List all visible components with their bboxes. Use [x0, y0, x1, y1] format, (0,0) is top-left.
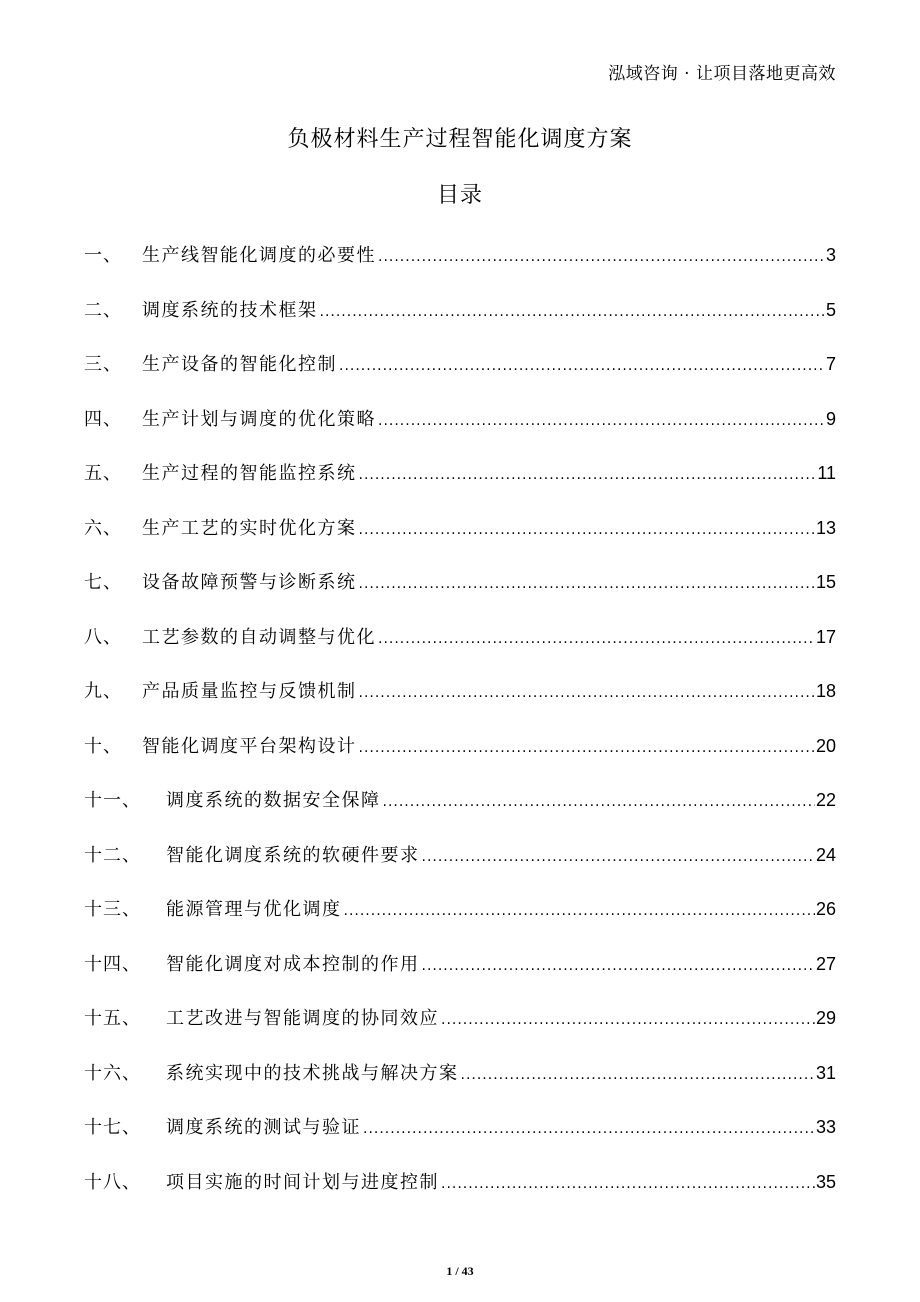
toc-entry-number: 二、: [84, 299, 122, 321]
toc-entry-title: 生产计划与调度的优化策略: [142, 408, 376, 430]
toc-entry[interactable]: [84, 446, 836, 501]
toc-entry-title: 调度系统的数据安全保障: [166, 790, 381, 811]
toc-entry[interactable]: [84, 1100, 836, 1155]
toc-entry-title: 生产工艺的实时优化方案: [142, 517, 357, 539]
toc-entry[interactable]: [84, 664, 836, 719]
toc-entry[interactable]: [84, 228, 836, 283]
toc-dot-leader: [359, 666, 815, 721]
toc-entry-number: 五、: [84, 463, 122, 484]
toc-dot-leader: [339, 339, 825, 394]
toc-heading: 目录: [436, 183, 483, 208]
toc-entry-title: 系统实现中的技术挑战与解决方案: [166, 1062, 459, 1084]
toc-entry-page-number: 24: [815, 844, 836, 865]
toc-entry-page-number: 27: [815, 953, 836, 974]
toc-entry-page-number: 26: [815, 899, 836, 919]
toc-entry-title: 调度系统的测试与验证: [166, 1117, 361, 1138]
toc-entry-number: 十、: [84, 735, 122, 757]
toc-entry-title: 智能化调度平台架构设计: [142, 735, 357, 757]
document-title: 负极材料生产过程智能化调度方案: [287, 127, 633, 152]
toc-entry-page-number: 17: [815, 626, 836, 647]
toc-dot-leader: [359, 448, 817, 503]
toc-entry-title: 智能化调度系统的软硬件要求: [166, 844, 420, 866]
toc-entry-title: 智能化调度对成本控制的作用: [166, 953, 420, 975]
page-indicator: 1 / 43: [446, 1264, 474, 1278]
toc-entry-title: 工艺改进与智能调度的协同效应: [166, 1008, 439, 1029]
toc-entry-page-number: 31: [815, 1062, 836, 1083]
toc-dot-leader: [422, 830, 815, 885]
toc-entry-number: 八、: [84, 626, 122, 648]
toc-dot-leader: [378, 394, 825, 449]
toc-entry-number: 六、: [84, 517, 122, 539]
toc-entry[interactable]: [84, 773, 836, 828]
toc-entry[interactable]: [84, 283, 836, 338]
toc-dot-leader: [422, 939, 815, 994]
toc-entry-page-number: 9: [825, 408, 836, 429]
toc-entry-number: 十二、: [84, 844, 141, 866]
toc-dot-leader: [359, 721, 815, 776]
toc-entry-page-number: 7: [825, 354, 836, 374]
toc-entry-title: 调度系统的技术框架: [142, 299, 318, 321]
toc-entry-title: 能源管理与优化调度: [166, 899, 342, 920]
toc-entry[interactable]: [84, 828, 836, 883]
toc-entry-number: 十五、: [84, 1008, 141, 1029]
toc-entry-page-number: 22: [815, 790, 836, 810]
toc-entry[interactable]: [84, 555, 836, 610]
toc-dot-leader: [441, 1157, 815, 1212]
toc-entry[interactable]: [84, 991, 836, 1046]
toc-entry-number: 七、: [84, 572, 122, 593]
toc-entry-title: 产品质量监控与反馈机制: [142, 681, 357, 702]
toc-dot-leader: [359, 503, 815, 558]
toc-entry-page-number: 13: [815, 517, 836, 538]
toc-entry[interactable]: [84, 610, 836, 665]
toc-entry[interactable]: [84, 1155, 836, 1210]
toc-entry[interactable]: [84, 882, 836, 937]
toc-entry-page-number: 35: [815, 1171, 836, 1192]
toc-entry-number: 十八、: [84, 1171, 141, 1193]
toc-entry-number: 十六、: [84, 1062, 141, 1084]
toc-entry-page-number: 15: [815, 572, 836, 592]
toc-entry-title: 生产线智能化调度的必要性: [142, 245, 376, 266]
toc-entry-number: 十三、: [84, 899, 141, 920]
toc-entry[interactable]: [84, 501, 836, 556]
toc-entry-page-number: 33: [815, 1117, 836, 1137]
toc-entry[interactable]: [84, 337, 836, 392]
toc-entry-number: 十四、: [84, 953, 141, 975]
toc-entry[interactable]: [84, 937, 836, 992]
toc-entry-page-number: 3: [825, 245, 836, 265]
toc-entry-title: 项目实施的时间计划与进度控制: [166, 1171, 439, 1193]
toc-dot-leader: [461, 1048, 815, 1103]
toc-dot-leader: [363, 1102, 815, 1157]
toc-entry[interactable]: [84, 1046, 836, 1101]
table-of-contents: [84, 228, 836, 1209]
toc-dot-leader: [378, 612, 815, 667]
toc-entry-number: 九、: [84, 681, 122, 702]
toc-entry-title: 生产过程的智能监控系统: [142, 463, 357, 484]
toc-entry-number: 十七、: [84, 1117, 141, 1138]
toc-entry-page-number: 11: [817, 463, 836, 483]
toc-entry-title: 设备故障预警与诊断系统: [142, 572, 357, 593]
header-tagline: 泓域咨询 · 让项目落地更高效: [608, 64, 836, 84]
toc-entry-title: 工艺参数的自动调整与优化: [142, 626, 376, 648]
toc-entry[interactable]: [84, 392, 836, 447]
toc-dot-leader: [320, 285, 825, 340]
toc-entry[interactable]: [84, 719, 836, 774]
toc-entry-title: 生产设备的智能化控制: [142, 354, 337, 375]
toc-entry-number: 十一、: [84, 790, 141, 811]
toc-dot-leader: [378, 230, 825, 285]
toc-dot-leader: [359, 557, 815, 612]
toc-entry-number: 一、: [84, 245, 122, 266]
toc-dot-leader: [441, 993, 815, 1048]
toc-entry-page-number: 20: [815, 735, 836, 756]
toc-entry-page-number: 5: [825, 299, 836, 320]
toc-entry-page-number: 18: [815, 681, 836, 701]
toc-entry-number: 三、: [84, 354, 122, 375]
toc-entry-number: 四、: [84, 408, 122, 430]
toc-entry-page-number: 29: [815, 1008, 836, 1028]
toc-dot-leader: [383, 775, 815, 830]
toc-dot-leader: [344, 884, 815, 939]
